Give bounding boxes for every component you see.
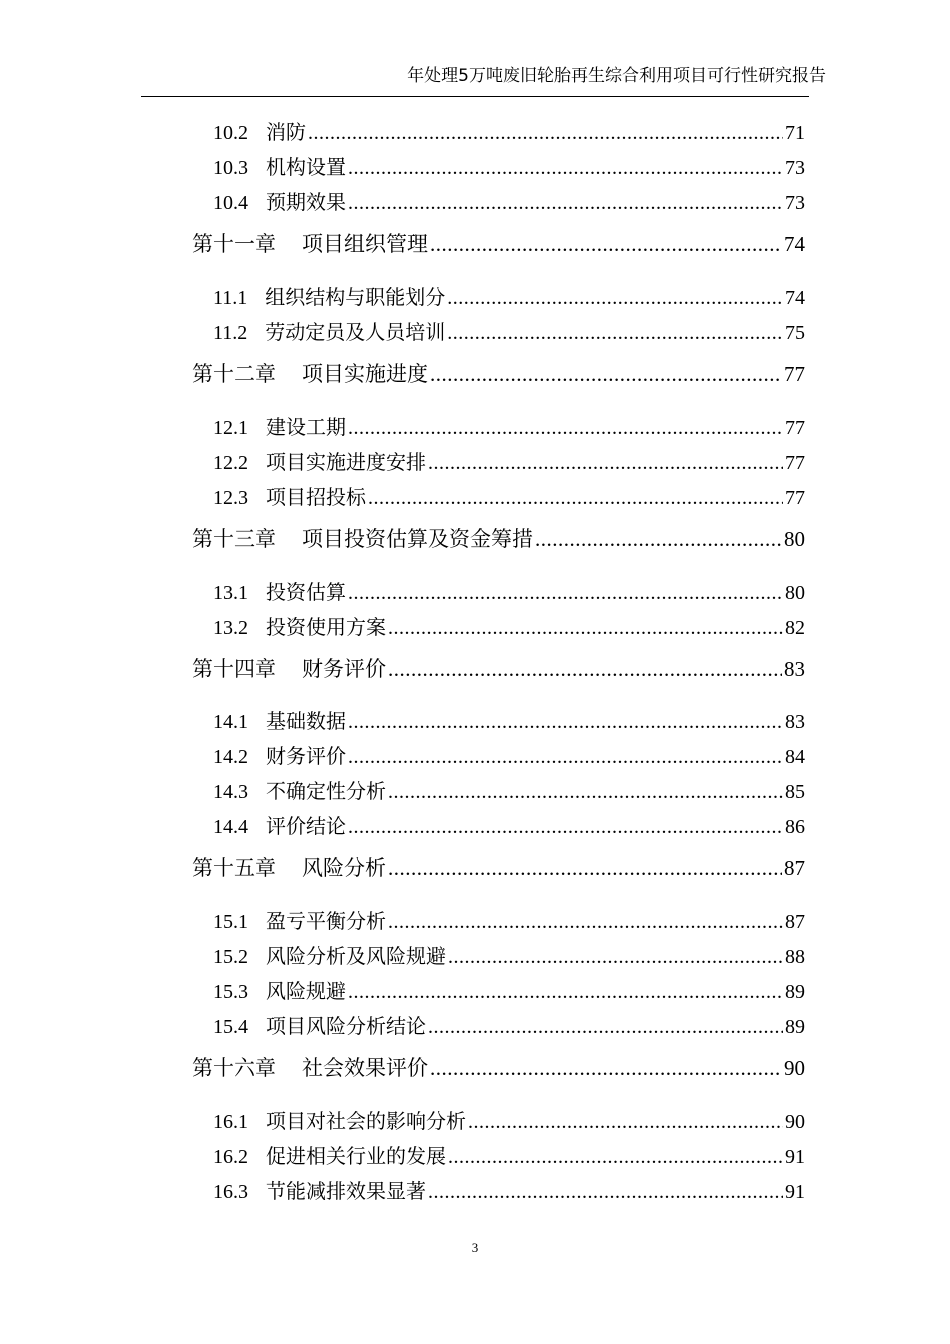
- toc-entry-heading: [192, 853, 386, 883]
- toc-page-number: 73: [785, 192, 805, 214]
- toc-entry-heading: [213, 613, 386, 642]
- toc-page-number: 91: [785, 1146, 805, 1168]
- toc-entry-heading: [213, 188, 346, 217]
- toc-entry-number: 13.1: [213, 582, 248, 604]
- toc-entry-number: 第十二章: [192, 362, 276, 386]
- toc-dot-leader: [388, 908, 783, 936]
- toc-entry-number: 11.1: [213, 287, 248, 309]
- toc-section-entry[interactable]: [213, 613, 805, 641]
- toc-entry-title: 投资估算: [266, 580, 346, 604]
- toc-dot-leader: [430, 1053, 782, 1083]
- toc-chapter-entry[interactable]: [192, 853, 805, 883]
- toc-entry-heading: [192, 654, 386, 684]
- toc-section-entry[interactable]: [213, 153, 805, 181]
- toc-dot-leader: [430, 229, 782, 259]
- toc-page-number: 82: [785, 617, 805, 639]
- toc-entry-title: 财务评价: [302, 657, 386, 681]
- toc-dot-leader: [430, 359, 782, 389]
- toc-section-entry[interactable]: [213, 188, 805, 216]
- toc-dot-leader: [468, 1108, 783, 1136]
- toc-page-number: 90: [785, 1111, 805, 1133]
- toc-entry-title: 节能减排效果显著: [266, 1179, 426, 1203]
- toc-page-number: 77: [785, 487, 805, 509]
- toc-entry-number: 12.2: [213, 452, 248, 474]
- toc-entry-heading: [213, 153, 346, 182]
- toc-entry-title: 建设工期: [266, 415, 346, 439]
- toc-entry-title: 项目投资估算及资金筹措: [302, 527, 533, 551]
- toc-entry-number: 第十四章: [192, 657, 276, 681]
- toc-entry-heading: [213, 942, 446, 971]
- toc-section-entry[interactable]: [213, 1142, 805, 1170]
- toc-page-number: 73: [785, 157, 805, 179]
- toc-entry-title: 促进相关行业的发展: [266, 1144, 446, 1168]
- toc-entry-number: 16.1: [213, 1111, 248, 1133]
- toc-entry-number: 10.4: [213, 192, 248, 214]
- toc-dot-leader: [428, 1013, 783, 1041]
- toc-page-number: 77: [785, 417, 805, 439]
- toc-entry-title: 基础数据: [266, 709, 346, 733]
- toc-dot-leader: [348, 154, 783, 182]
- toc-entry-title: 项目组织管理: [302, 232, 428, 256]
- toc-page-number: 89: [785, 1016, 805, 1038]
- toc-page-number: 80: [784, 527, 805, 551]
- toc-page-number: 85: [785, 781, 805, 803]
- toc-entry-title: 项目风险分析结论: [266, 1014, 426, 1038]
- toc-page-number: 75: [785, 322, 805, 344]
- toc-entry-title: 投资使用方案: [266, 615, 386, 639]
- toc-dot-leader: [448, 1143, 783, 1171]
- toc-section-entry[interactable]: [213, 483, 805, 511]
- toc-dot-leader: [428, 449, 783, 477]
- toc-page-number: 74: [784, 232, 805, 256]
- toc-page-number: 83: [784, 657, 805, 681]
- toc-dot-leader: [447, 319, 783, 347]
- toc-section-entry[interactable]: [213, 318, 805, 346]
- toc-dot-leader: [428, 1178, 783, 1206]
- toc-entry-heading: [213, 118, 306, 147]
- toc-dot-leader: [348, 579, 783, 607]
- toc-entry-heading: [213, 448, 426, 477]
- toc-section-entry[interactable]: [213, 1177, 805, 1205]
- toc-chapter-entry[interactable]: [192, 524, 805, 554]
- toc-section-entry[interactable]: [213, 942, 805, 970]
- toc-page-number: 83: [785, 711, 805, 733]
- toc-section-entry[interactable]: [213, 118, 805, 146]
- toc-entry-heading: [213, 907, 386, 936]
- toc-entry-heading: [192, 359, 428, 389]
- toc-entry-heading: [213, 1177, 426, 1206]
- toc-entry-title: 不确定性分析: [266, 779, 386, 803]
- toc-dot-leader: [348, 189, 783, 217]
- toc-dot-leader: [348, 414, 783, 442]
- toc-section-entry[interactable]: [213, 777, 805, 805]
- toc-entry-number: 11.2: [213, 322, 248, 344]
- toc-section-entry[interactable]: [213, 1107, 805, 1135]
- toc-page-number: 90: [784, 1056, 805, 1080]
- toc-dot-leader: [388, 614, 783, 642]
- toc-section-entry[interactable]: [213, 977, 805, 1005]
- toc-entry-heading: [213, 318, 445, 347]
- toc-entry-number: 16.2: [213, 1146, 248, 1168]
- toc-section-entry[interactable]: [213, 578, 805, 606]
- toc-entry-title: 评价结论: [266, 814, 346, 838]
- toc-entry-number: 13.2: [213, 617, 248, 639]
- toc-entry-title: 项目实施进度安排: [266, 450, 426, 474]
- toc-page-number: 89: [785, 981, 805, 1003]
- toc-dot-leader: [308, 119, 783, 147]
- toc-entry-number: 14.3: [213, 781, 248, 803]
- toc-entry-title: 项目招投标: [266, 485, 366, 509]
- toc-entry-heading: [192, 1053, 428, 1083]
- toc-page-number: 77: [784, 362, 805, 386]
- toc-entry-title: 项目对社会的影响分析: [266, 1109, 466, 1133]
- page-number: 3: [471, 1240, 479, 1255]
- toc-entry-title: 机构设置: [266, 155, 346, 179]
- toc-entry-title: 财务评价: [266, 744, 346, 768]
- toc-entry-number: 第十五章: [192, 856, 276, 880]
- toc-entry-heading: [213, 742, 346, 771]
- toc-page-number: 88: [785, 946, 805, 968]
- toc-entry-heading: [213, 413, 346, 442]
- toc-entry-title: 盈亏平衡分析: [266, 909, 386, 933]
- toc-page-number: 87: [785, 911, 805, 933]
- toc-page-number: 77: [785, 452, 805, 474]
- toc-entry-heading: [213, 483, 366, 512]
- toc-entry-number: 14.4: [213, 816, 248, 838]
- toc-entry-heading: [213, 1012, 426, 1041]
- toc-dot-leader: [448, 943, 783, 971]
- toc-dot-leader: [447, 284, 783, 312]
- toc-section-entry[interactable]: [213, 707, 805, 735]
- toc-entry-number: 12.3: [213, 487, 248, 509]
- toc-section-entry[interactable]: [213, 448, 805, 476]
- toc-entry-number: 14.1: [213, 711, 248, 733]
- toc-chapter-entry[interactable]: [192, 359, 805, 389]
- toc-page-number: 80: [785, 582, 805, 604]
- toc-entry-number: 第十六章: [192, 1056, 276, 1080]
- toc-dot-leader: [348, 978, 783, 1006]
- toc-entry-number: 10.2: [213, 122, 248, 144]
- toc-page-number: 91: [785, 1181, 805, 1203]
- toc-entry-heading: [213, 1107, 466, 1136]
- toc-entry-number: 14.2: [213, 746, 248, 768]
- toc-entry-title: 风险分析及风险规避: [266, 944, 446, 968]
- toc-page-number: 87: [784, 856, 805, 880]
- toc-section-entry[interactable]: [213, 1012, 805, 1040]
- toc-entry-title: 消防: [266, 120, 306, 144]
- toc-chapter-entry[interactable]: [192, 654, 805, 684]
- toc-dot-leader: [348, 743, 783, 771]
- toc-dot-leader: [348, 813, 783, 841]
- toc-entry-title: 组织结构与职能划分: [265, 285, 446, 309]
- toc-page-number: 74: [785, 287, 805, 309]
- toc-entry-heading: [213, 777, 386, 806]
- toc-chapter-entry[interactable]: [192, 1053, 805, 1083]
- toc-dot-leader: [535, 524, 782, 554]
- toc-dot-leader: [348, 708, 783, 736]
- toc-entry-title: 社会效果评价: [302, 1056, 428, 1080]
- toc-page-number: 84: [785, 746, 805, 768]
- toc-dot-leader: [368, 484, 783, 512]
- toc-entry-number: 12.1: [213, 417, 248, 439]
- toc-chapter-entry[interactable]: [192, 229, 805, 259]
- toc-entry-heading: [213, 707, 346, 736]
- toc-section-entry[interactable]: [213, 413, 805, 441]
- toc-entry-heading: [213, 283, 445, 312]
- toc-page-number: 86: [785, 816, 805, 838]
- toc-section-entry[interactable]: [213, 742, 805, 770]
- toc-dot-leader: [388, 853, 782, 883]
- toc-dot-leader: [388, 654, 782, 684]
- toc-entry-number: 16.3: [213, 1181, 248, 1203]
- toc-entry-number: 10.3: [213, 157, 248, 179]
- running-header-title: 年处理5万吨废旧轮胎再生综合利用项目可行性研究报告: [407, 66, 826, 86]
- toc-page-number: 71: [785, 122, 805, 144]
- toc-entry-heading: [213, 1142, 446, 1171]
- toc-entry-heading: [192, 524, 533, 554]
- toc-entry-number: 15.1: [213, 911, 248, 933]
- toc-section-entry[interactable]: [213, 812, 805, 840]
- toc-entry-title: 劳动定员及人员培训: [265, 320, 446, 344]
- toc-entry-number: 第十一章: [192, 232, 276, 256]
- toc-dot-leader: [388, 778, 783, 806]
- toc-entry-title: 风险分析: [302, 856, 386, 880]
- toc-entry-heading: [192, 229, 428, 259]
- toc-entry-number: 15.4: [213, 1016, 248, 1038]
- toc-section-entry[interactable]: [213, 283, 805, 311]
- toc-entry-title: 项目实施进度: [302, 362, 428, 386]
- toc-entry-title: 预期效果: [266, 190, 346, 214]
- toc-entry-heading: [213, 578, 346, 607]
- toc-section-entry[interactable]: [213, 907, 805, 935]
- toc-entry-heading: [213, 812, 346, 841]
- toc-entry-title: 风险规避: [266, 979, 346, 1003]
- toc-entry-number: 第十三章: [192, 527, 276, 551]
- toc-entry-heading: [213, 977, 346, 1006]
- toc-entry-number: 15.2: [213, 946, 248, 968]
- toc-entry-number: 15.3: [213, 981, 248, 1003]
